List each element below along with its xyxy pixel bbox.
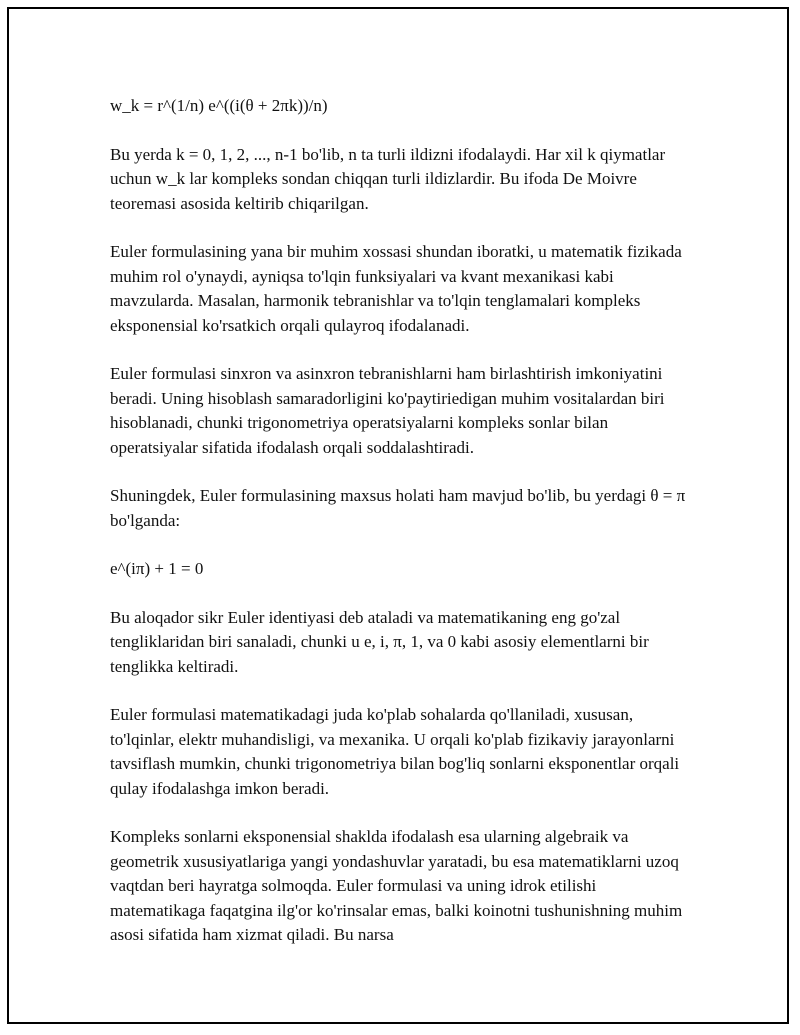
paragraph-applications: Euler formulasi matematikadagi juda ko'plab sohalarda qo'llaniladi, xususan, to'lqinlar, elektr muhandisligi, va mexanika. U orqali ko'plab fizikaviy jarayonlarni tavsiflash mumkin, chunki trigonometriya bilan bog'liq sonlarni eksponentlar orqali qulay ifodalashga imkon beradi. xyxy=(110,705,680,798)
paragraph-exponential-form: Kompleks sonlarni eksponensial shaklda ifodalash esa ularning algebraik va geometrik xususiyatlariga yangi yondashuvlar yaratadi, bu esa matematiklarni uzoq vaqtdan beri hayratga solmoqda. Euler formulasi va uning idrok etilishi matematikaga faqatgina ilg'or ko'rinsalar emas, balki koinotni tushunishning muhim asosi sifatida ham xizmat qiladi. Bu narsa xyxy=(110,827,683,944)
paragraph-euler-identity: Bu aloqador sikr Euler identiyasi deb ataladi va matematikaning eng go'zal tengliklaridan biri sanaladi, chunki u e, i, π, 1, va 0 kabi asosiy elementlarni bir tenglikka keltiradi. xyxy=(110,607,649,676)
formula-euler-identity: e^(iπ) + 1 = 0 xyxy=(110,559,204,578)
formula-roots: w_k = r^(1/n) e^((i(θ + 2πk))/n) xyxy=(110,96,328,115)
paragraph-roots-explanation: Bu yerda k = 0, 1, 2, ..., n-1 bo'lib, n ta turli ildizni ifodalaydi. Har xil k qiymatlar uchun w_k lar kompleks sondan chiqqan turli ildizlardir. Bu ifoda De Moivre teoremasi asosida keltirib chiqarilgan. xyxy=(110,144,666,213)
paragraph-euler-physics: Euler formulasining yana bir muhim xossasi shundan iboratki, u matematik fizikada muhim rol o'ynaydi, ayniqsa to'lqin funksiyalari va kvant mexanikasi kabi mavzularda. Masalan, harmonik tebranishlar va to'lqin tenglamalari kompleks eksponensial ko'rsatkich orqali qulayroq ifodalanadi. xyxy=(110,242,682,335)
paragraph-euler-oscillations: Euler formulasi sinxron va asinxron tebranishlarni ham birlashtirish imkoniyatini beradi. Uning hisoblash samaradorligini ko'paytiriedigan muhim vositalardan biri hisoblanadi, chunki trigonometriya operatsiyalarni kompleks sonlar bilan operatsiyalar sifatida ifodalash orqali soddalashtiradi. xyxy=(110,364,665,457)
paragraph-special-case: Shuningdek, Euler formulasining maxsus holati ham mavjud bo'lib, bu yerdagi θ = π bo'lganda: xyxy=(110,486,686,530)
document-body xyxy=(110,90,690,972)
